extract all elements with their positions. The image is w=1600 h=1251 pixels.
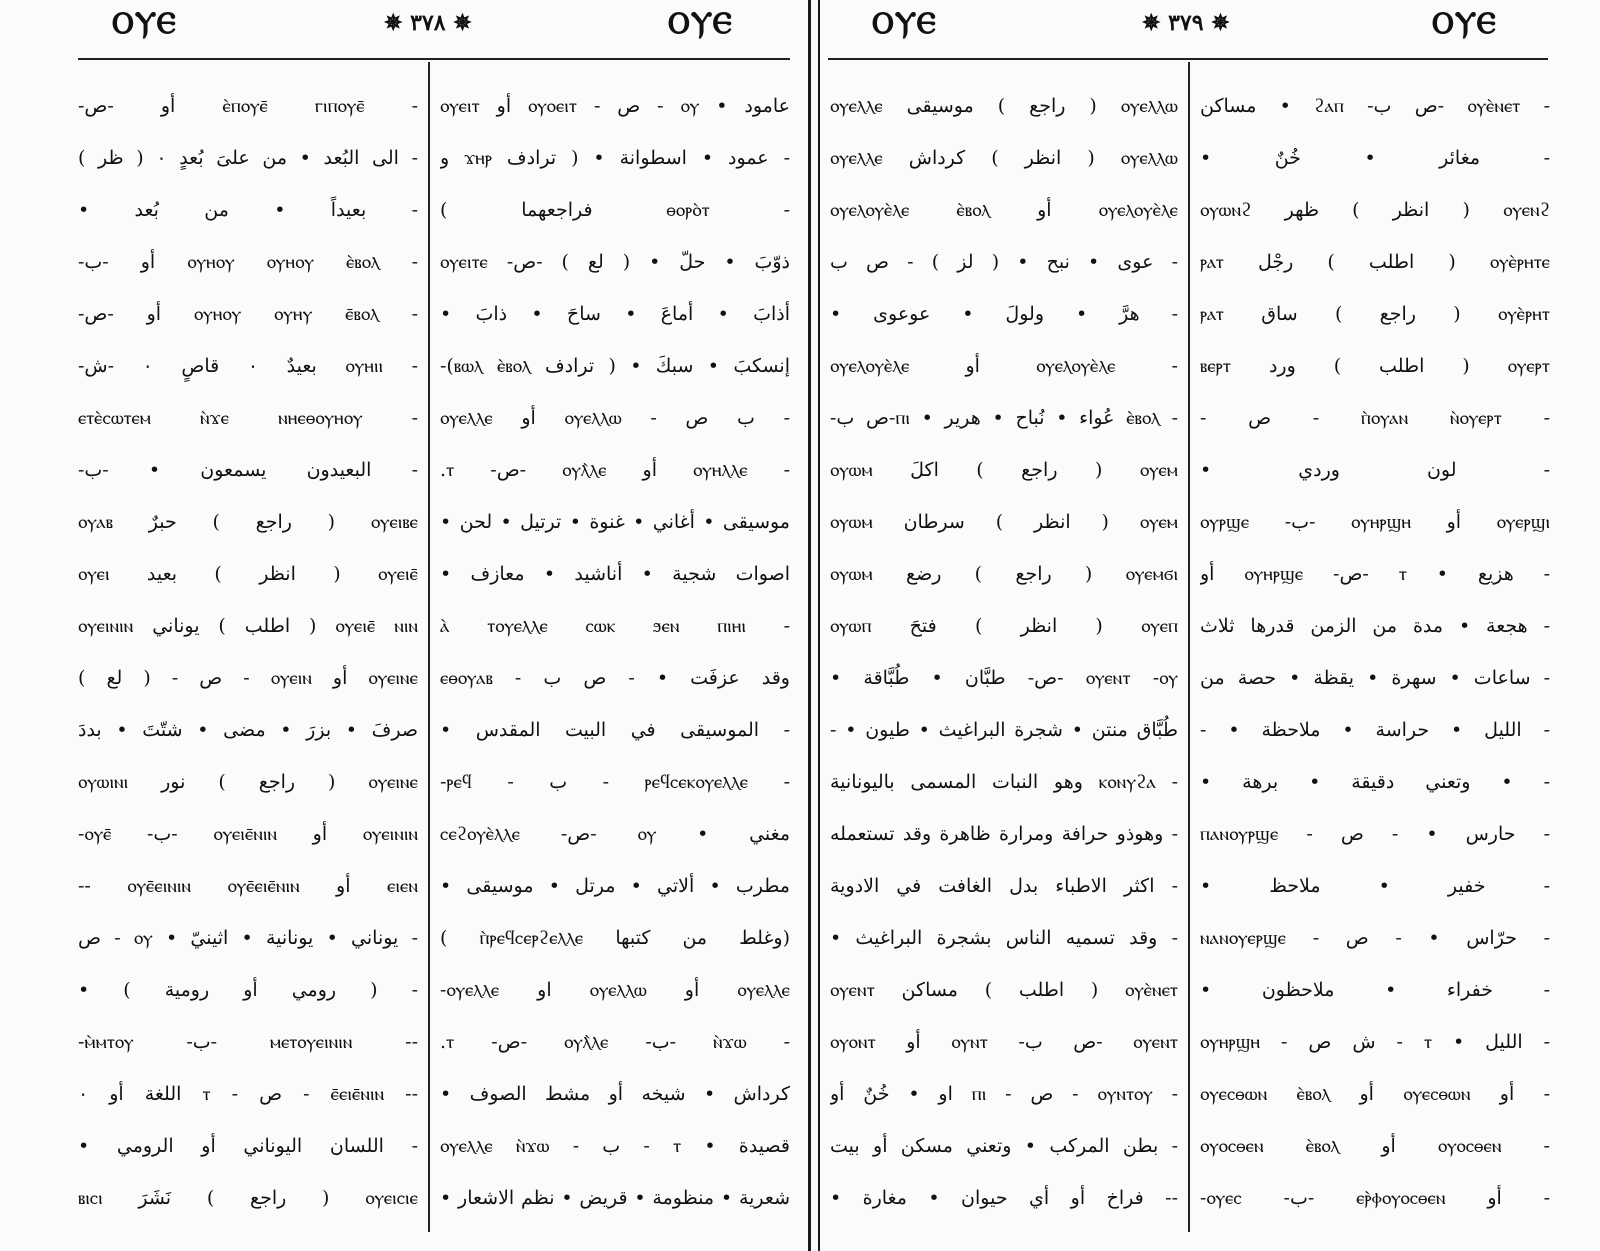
entry-text: - أو ⲟⲩⲉⲥⲑⲱⲛ أو ⲟⲩⲉⲥⲑⲱⲛ ⲉ̀ⲃⲟⲗ bbox=[1200, 1083, 1550, 1105]
dictionary-entry-line bbox=[1200, 860, 1550, 912]
header-rule bbox=[78, 58, 790, 60]
dictionary-entry-line bbox=[830, 132, 1178, 184]
entry-text: - عمود • اسطوانة • ( ترادف ϫⲏⲣ و bbox=[440, 146, 790, 169]
dictionary-entry-line bbox=[1200, 236, 1550, 288]
entry-text: أذابَ • أماعَ • ساحَ • ذابَ • bbox=[440, 303, 790, 325]
dictionary-entry-line bbox=[830, 912, 1178, 964]
entry-text: - ( رومي أو رومية ) • bbox=[78, 979, 418, 1001]
dictionary-entry-line bbox=[1200, 912, 1550, 964]
dictionary-entry-line bbox=[1200, 756, 1550, 808]
entry-text: - مغائر • خُنٌ • bbox=[1200, 147, 1550, 169]
entry-text: ⲟⲩⲉⲛⲧ -ⲟⲩ -ص- طبَّان • طُبَّاقة • bbox=[830, 667, 1178, 689]
entry-text: - • وتعني دقيقة • برهة • bbox=[1200, 771, 1550, 793]
entry-text: موسيقى • أغاني • غنوة • ترتيل • لحن • bbox=[440, 511, 790, 533]
entry-text: ⲉⲓⲉⲛ أو ⲟⲩⲉ̄ⲉⲓⲛⲓⲛ ⲟⲩⲉ̄ⲉⲓⲉ̄ⲛⲓⲛ -- bbox=[78, 875, 418, 897]
book-spine-divider bbox=[808, 0, 811, 1251]
entry-text: ⲟⲩⲉⲓⲛⲉ أو ⲟⲩⲉⲓⲛ - ص - ( لع ) bbox=[78, 667, 418, 689]
entry-text: ⲟⲩⲉⲣϣⲓ أو ⲟⲩⲏⲣϣⲏ -ب- ⲟⲩⲣϣⲉ bbox=[1200, 510, 1550, 533]
entry-text: - الموسيقى في البيت المقدس • bbox=[440, 719, 790, 741]
entry-text: ⲟⲩⲉⲙ ( انظر ) سرطان ⲟⲩⲱⲙ bbox=[830, 511, 1178, 533]
entry-text: ⲟⲩⲉ̀ⲣⲏⲧⲉ ( اطلب ) رجْل ⲣⲁⲧ bbox=[1200, 251, 1550, 273]
dictionary-entry-line bbox=[830, 444, 1178, 496]
dictionary-entry-line bbox=[830, 652, 1178, 704]
dictionary-entry-line bbox=[1200, 1172, 1550, 1224]
dictionary-entry-line bbox=[440, 80, 790, 132]
dictionary-entry-line bbox=[440, 340, 790, 392]
dictionary-entry-line bbox=[440, 964, 790, 1016]
entry-text: - هزيع • ⲧ -ص- ⲟⲩⲏⲣϣⲉ أو bbox=[1200, 562, 1550, 585]
right-page-header-left: ⲞⲨⲈ bbox=[872, 6, 937, 41]
book-spine-divider bbox=[818, 0, 820, 1251]
dictionary-entry-line bbox=[78, 1172, 418, 1224]
dictionary-entry-line bbox=[1200, 652, 1550, 704]
dictionary-entry-line bbox=[830, 340, 1178, 392]
entry-text: ⲟⲩⲉ̀ⲣⲏⲧ ( راجع ) ساق ⲣⲁⲧ bbox=[1200, 303, 1550, 325]
dictionary-entry-line bbox=[1200, 184, 1550, 236]
header-rule bbox=[828, 58, 1548, 60]
dictionary-entry-line bbox=[78, 1016, 418, 1068]
left-page-number-text: ٣٧٨ bbox=[410, 10, 446, 36]
dictionary-entry-line bbox=[1200, 1120, 1550, 1172]
entry-text: - بطن المركب • وتعني مسكن أو بيت bbox=[830, 1135, 1178, 1157]
entry-text: - الى البُعد • من علىَ بُعدٍ ٠ ( ظر ) bbox=[78, 147, 418, 169]
dictionary-entry-line bbox=[78, 808, 418, 860]
dictionary-entry-line bbox=[1200, 392, 1550, 444]
entry-text: ذوّبَ • حلّ • ( لع ) -ص- ⲟⲩⲉⲓⲧⲉ bbox=[440, 251, 790, 273]
dictionary-entry-line bbox=[78, 1068, 418, 1120]
dictionary-entry-line bbox=[1200, 496, 1550, 548]
entry-text: - الليل • ⲧ - ش ص - ⲟⲩⲏⲣϣⲏ bbox=[1200, 1030, 1550, 1053]
dictionary-entry-line bbox=[78, 652, 418, 704]
dictionary-entry-line bbox=[440, 600, 790, 652]
dictionary-entry-line bbox=[440, 860, 790, 912]
column-divider bbox=[1188, 62, 1190, 1232]
dictionary-entry-line bbox=[830, 808, 1178, 860]
entry-text: عامود • ⲟⲩ - ص - ⲟⲩⲟⲉⲓⲧ أو ⲟⲩⲉⲓⲧ bbox=[440, 95, 790, 117]
dictionary-entry-line bbox=[440, 548, 790, 600]
dictionary-entry-line bbox=[1200, 444, 1550, 496]
ornament-star-icon: ✵ bbox=[1142, 10, 1161, 36]
entry-text: - خفير • ملاحظ • bbox=[1200, 875, 1550, 897]
entry-text: -- ⲙⲉⲧⲟⲩⲉⲓⲛⲓⲛ -ب- ⲙ̀ⲙⲧⲟⲩ- bbox=[78, 1031, 418, 1053]
entry-text: - ⲟⲩⲏⲟⲩ ⲟⲩⲏⲟⲩ ⲉ̀ⲃⲟⲗ أو -ب- bbox=[78, 251, 418, 273]
entry-text: شعرية • منظومة • قريض • نظم الاشعار • bbox=[440, 1187, 790, 1209]
ornament-star-icon: ✵ bbox=[453, 10, 472, 36]
entry-text: طُبَّاق منتن • شجرة البراغيث • طيون • - bbox=[830, 719, 1178, 741]
entry-text: ⲟⲩⲉⲛⲧ -ص ب- ⲟⲩⲛⲧ أو ⲟⲩⲟⲛⲧ bbox=[830, 1031, 1178, 1053]
entry-text: صرفَ • بزرَ • مضى • شتّتَ • بددَ bbox=[78, 719, 418, 741]
dictionary-entry-line bbox=[78, 860, 418, 912]
entry-text: - ⲟⲩⲉ̀ⲛⲉⲧ -ص ب- ϩⲁⲡ • مساكن bbox=[1200, 94, 1550, 117]
entry-text: - وقد تسميه الناس بشجرة البراغيث • bbox=[830, 927, 1178, 949]
entry-text: كرداش • شيخه أو مشط الصوف • bbox=[440, 1083, 790, 1105]
entry-text: - هجعة • مدة من الزمن قدرها ثلاث bbox=[1200, 615, 1550, 637]
dictionary-entry-line bbox=[830, 548, 1178, 600]
dictionary-entry-line bbox=[830, 1120, 1178, 1172]
dictionary-entry-line bbox=[78, 704, 418, 756]
dictionary-entry-line bbox=[830, 184, 1178, 236]
entry-text: ⲟⲩⲉⲓⲛⲉ ( راجع ) نور ⲟⲩⲱⲓⲛⲓ bbox=[78, 771, 418, 793]
entry-text: (وغلط من كتبها ⲡ̀ⲣⲉϥⲥⲉⲣϩⲉⲗⲗⲉ ) bbox=[440, 926, 790, 949]
dictionary-entry-line bbox=[830, 496, 1178, 548]
dictionary-entry-line bbox=[78, 964, 418, 1016]
dictionary-entry-line bbox=[440, 1068, 790, 1120]
dictionary-entry-line bbox=[78, 340, 418, 392]
entry-text: ⲟⲩⲉⲗⲗⲉ أو ⲟⲩⲉⲗⲗⲱ او ⲟⲩⲉⲗⲗⲉ- bbox=[440, 979, 790, 1001]
entry-text: ⲟⲩⲉⲙ ( راجع ) اكلَ ⲟⲩⲱⲙ bbox=[830, 459, 1178, 481]
entry-text: - خفراء • ملاحظون • bbox=[1200, 979, 1550, 1001]
right-page-header-right: ⲞⲨⲈ bbox=[1432, 6, 1497, 41]
dictionary-entry-line bbox=[1200, 80, 1550, 132]
dictionary-entry-line bbox=[440, 288, 790, 340]
entry-text: ⲟⲩⲉⲗⲗⲱ ( انظر ) كرداش ⲟⲩⲉⲗⲗⲉ bbox=[830, 147, 1178, 169]
entry-text: - حارس • - ص - ⲡⲁⲛⲟⲩⲣϣⲉ bbox=[1200, 822, 1550, 845]
dictionary-entry-line bbox=[78, 444, 418, 496]
dictionary-entry-line bbox=[830, 288, 1178, 340]
dictionary-entry-line bbox=[78, 496, 418, 548]
entry-text: - اكثر الاطباء بدل الغافت في الادوية bbox=[830, 875, 1178, 897]
entry-text: اصوات شجية • أناشيد • معازف • bbox=[440, 563, 790, 585]
entry-text: - أو ⲉⲣ̀ⲫⲟⲩⲟⲥⲑⲉⲛ -ب- ⲟⲩⲉⲥ- bbox=[1200, 1187, 1550, 1209]
entry-text: إنسكبَ • سبكَ • ( ترادف ⲃⲱⲗ ⲉ̀ⲃⲟⲗ)- bbox=[440, 355, 790, 377]
entry-text: - ⲉ̀ⲡⲟⲩⲉ̄ ⲅⲓⲡⲟⲩⲉ̄ أو -ص- bbox=[78, 95, 418, 117]
dictionary-entry-line bbox=[830, 860, 1178, 912]
dictionary-entry-line bbox=[440, 756, 790, 808]
entry-text: - ⲕⲟⲛⲩϩⲁ وهو النبات المسمى باليونانية bbox=[830, 770, 1178, 793]
ornament-star-icon: ✵ bbox=[1211, 10, 1230, 36]
dictionary-entry-line bbox=[78, 392, 418, 444]
entry-text: - ⲟⲩⲉⲗⲟⲩⲉ̀ⲗⲉ أو ⲟⲩⲉⲗⲟⲩⲉ̀ⲗⲉ bbox=[830, 355, 1178, 377]
entry-text: - ⲟⲩⲟⲥⲑⲉⲛ أو ⲟⲩⲟⲥⲑⲉⲛ ⲉ̀ⲃⲟⲗ bbox=[1200, 1135, 1550, 1157]
dictionary-entry-line bbox=[440, 496, 790, 548]
entry-text: - ساعات • سهرة • يقظة • حصة من bbox=[1200, 667, 1550, 689]
entry-text: ⲟⲩⲉⲗⲗⲱ ( راجع ) موسيقى ⲟⲩⲉⲗⲗⲉ bbox=[830, 95, 1178, 117]
entry-text: - ⲉⲧⲉ̀ⲥⲱⲧⲉⲙ ⲛ̀ϫⲉ ⲛⲏⲉⲑⲟⲩⲏⲟⲩ bbox=[78, 406, 418, 429]
entry-text: - الليل • حراسة • ملاحظة • - bbox=[1200, 719, 1550, 741]
entry-text: ⲟⲩⲉ̀ⲛⲉⲧ ( اطلب ) مساكن ⲟⲩⲉⲛⲧ bbox=[830, 979, 1178, 1001]
dictionary-entry-line bbox=[1200, 1016, 1550, 1068]
dictionary-entry-line bbox=[830, 80, 1178, 132]
entry-text: قصيدة • ⲧ - ب - ⲟⲩⲉⲗⲗⲉ ⲛ̀ϫⲱ bbox=[440, 1134, 790, 1157]
dictionary-entry-line bbox=[830, 600, 1178, 652]
entry-text: - ⲉ̀ⲃⲟⲗ عُواء • نُباح • هرير • ⲡⲓ-ص ب- bbox=[830, 407, 1178, 429]
entry-text: ⲟⲩⲉⲓⲉ̄ ⲛⲓⲛ ( اطلب ) يوناني ⲟⲩⲉⲓⲛⲓⲛ bbox=[78, 615, 418, 637]
entry-text: - وهوذو حرافة ومرارة ظاهرة وقد تستعمله bbox=[830, 823, 1178, 845]
entry-text: - لون وردي • bbox=[1200, 459, 1550, 481]
dictionary-entry-line bbox=[78, 1120, 418, 1172]
dictionary-entry-line bbox=[440, 1172, 790, 1224]
dictionary-entry-line bbox=[1200, 704, 1550, 756]
entry-text: - ⲛ̀ϫⲱ -ب- ⲟⲩⲗ̀ⲗⲉ -ص- ⲧ. bbox=[440, 1030, 790, 1053]
entry-text: - ⲑⲟⲣⲟ̀ⲧ فراجعهما ) bbox=[440, 199, 790, 221]
entry-text: ⲟⲩⲉⲡ ( انظر ) فتحَ ⲟⲩⲱⲡ bbox=[830, 615, 1178, 637]
entry-text: ⲟⲩⲉⲣⲧ ( اطلب ) ورد ⲃⲉⲣⲧ bbox=[1200, 355, 1550, 377]
dictionary-entry-line bbox=[1200, 964, 1550, 1016]
left-page-header-left: ⲞⲨⲈ bbox=[112, 6, 177, 41]
entry-text: ⲟⲩⲉⲙϭⲓ ( راجع ) رضع ⲟⲩⲱⲙ bbox=[830, 562, 1178, 585]
entry-text: ⲟⲩⲉⲓⲃⲉ ( راجع ) حبرٌ ⲟⲩⲁⲃ bbox=[78, 511, 418, 533]
dictionary-entry-line bbox=[1200, 600, 1550, 652]
dictionary-entry-line bbox=[830, 392, 1178, 444]
entry-text: ⲟⲩⲉⲗⲟⲩⲉ̀ⲗⲉ أو ⲟⲩⲉⲗⲟⲩⲉ̀ⲗⲉ ⲉ̀ⲃⲟⲗ bbox=[830, 199, 1178, 221]
dictionary-entry-line bbox=[78, 756, 418, 808]
dictionary-entry-line bbox=[830, 1016, 1178, 1068]
dictionary-entry-line bbox=[1200, 288, 1550, 340]
dictionary-entry-line bbox=[440, 444, 790, 496]
dictionary-entry-line bbox=[78, 236, 418, 288]
entry-text: ⲟⲩⲉⲓⲉ̄ ( انظر ) بعيد ⲟⲩⲉⲓ bbox=[78, 563, 418, 585]
entry-text: - يوناني • يونانية • اثينيّ • ⲟⲩ - ص bbox=[78, 927, 418, 949]
dictionary-entry-line bbox=[1200, 548, 1550, 600]
dictionary-entry-line bbox=[440, 912, 790, 964]
left-page-header-right: ⲞⲨⲈ bbox=[668, 6, 733, 41]
dictionary-entry-line bbox=[440, 184, 790, 236]
dictionary-entry-line bbox=[830, 964, 1178, 1016]
dictionary-entry-line bbox=[78, 600, 418, 652]
dictionary-entry-line bbox=[830, 236, 1178, 288]
dictionary-entry-line bbox=[440, 808, 790, 860]
entry-text: - ⲟⲩⲏⲗⲗⲉ أو ⲟⲩⲗ̀ⲗⲉ -ص- ⲧ. bbox=[440, 459, 790, 481]
entry-text: -- ⲉ̄ⲉⲓⲉ̄ⲛⲓⲛ - ص - ⲧ اللغة أو ٠ bbox=[78, 1083, 418, 1105]
dictionary-entry-line bbox=[440, 1120, 790, 1172]
entry-text: ⲟⲩⲉⲛϩ ( انظر ) ظهر ⲟⲩⲱⲛϩ bbox=[1200, 198, 1550, 221]
entry-text: - ⲡ̀ⲟⲩⲁⲛ ⲛ̀ⲟⲩⲉⲣⲧ - ص - bbox=[1200, 407, 1550, 429]
dictionary-entry-line bbox=[78, 184, 418, 236]
dictionary-entry-line bbox=[1200, 1068, 1550, 1120]
entry-text: - ⲟⲩⲛⲧⲟⲩ - ص - ⲡⲓ او • خُنٌ أو bbox=[830, 1083, 1178, 1105]
right-page-number bbox=[1142, 10, 1230, 36]
dictionary-entry-line bbox=[78, 912, 418, 964]
ornament-star-icon: ✵ bbox=[384, 10, 403, 36]
dictionary-entry-line bbox=[78, 80, 418, 132]
entry-text: - ⲣⲉϥⲥⲉⲕⲟⲩⲉⲗⲗⲉ - ب - ⲣⲉϥ- bbox=[440, 770, 790, 793]
column-divider bbox=[428, 62, 430, 1232]
dictionary-entry-line bbox=[440, 652, 790, 704]
dictionary-entry-line bbox=[1200, 808, 1550, 860]
dictionary-entry-line bbox=[440, 1016, 790, 1068]
dictionary-entry-line bbox=[440, 704, 790, 756]
dictionary-entry-line bbox=[78, 132, 418, 184]
entry-text: مطرب • ألاتي • مرتل • موسيقى • bbox=[440, 875, 790, 897]
right-page bbox=[824, 0, 1600, 1251]
dictionary-entry-line bbox=[78, 288, 418, 340]
entry-text: - البعيدون يسمعون • -ب- bbox=[78, 459, 418, 481]
entry-text: -- فراخ أو أي حيوان • مغارة • bbox=[830, 1187, 1178, 1209]
dictionary-entry-line bbox=[830, 704, 1178, 756]
dictionary-entry-line bbox=[830, 1172, 1178, 1224]
dictionary-entry-line bbox=[1200, 340, 1550, 392]
entry-text: - اللسان اليوناني أو الرومي • bbox=[78, 1135, 418, 1157]
entry-text: - بعيداً • من بُعد • bbox=[78, 199, 418, 221]
dictionary-entry-line bbox=[440, 236, 790, 288]
left-page-number bbox=[384, 10, 472, 36]
dictionary-entry-line bbox=[78, 548, 418, 600]
dictionary-entry-line bbox=[1200, 132, 1550, 184]
entry-text: ⲟⲩⲉⲓⲛⲓⲛ أو ⲟⲩⲉⲓⲉ̄ⲛⲓⲛ -ب- ⲟⲩⲉ̄- bbox=[78, 823, 418, 845]
entry-text: - ⲁ̀ ⲧⲟⲩⲉⲗⲗⲉ ⲥⲱⲕ ϧⲉⲛ ⲡⲓⲏⲓ bbox=[440, 614, 790, 637]
dictionary-entry-line bbox=[830, 1068, 1178, 1120]
entry-text: - هرَّ • ولولَ • عوعوى • bbox=[830, 303, 1178, 325]
dictionary-entry-line bbox=[830, 756, 1178, 808]
entry-text: مغني • ⲟⲩ -ص- ⲥⲉϩⲟⲩⲉ̀ⲗⲗⲉ bbox=[440, 822, 790, 845]
right-page-number-text: ٣٧٩ bbox=[1168, 10, 1204, 36]
entry-text: ⲟⲩⲉⲓⲥⲓⲉ ( راجع ) نَشَرَ ⲃⲓⲥⲓ bbox=[78, 1187, 418, 1209]
entry-text: - حرّاس • - ص - ⲛⲁⲛⲟⲩⲉⲣϣⲉ bbox=[1200, 926, 1550, 949]
dictionary-entry-line bbox=[440, 132, 790, 184]
dictionary-entry-line bbox=[440, 392, 790, 444]
entry-text: - عوى • نبح • ( لز ) - ص ب bbox=[830, 251, 1178, 273]
entry-text: - ب ص - ⲟⲩⲉⲗⲗⲱ أو ⲟⲩⲉⲗⲗⲉ bbox=[440, 407, 790, 429]
entry-text: وقد عزفَت • - ص ب - ⲉⲑⲟⲩⲁⲃ bbox=[440, 667, 790, 689]
entry-text: - ⲟⲩⲏⲟⲩ ⲟⲩⲏⲩ ⲉ̄ⲃⲟⲗ أو -ص- bbox=[78, 303, 418, 325]
entry-text: - ⲟⲩⲏⲓⲓ بعيدٌ ٠ قاصٍ ٠ -ش- bbox=[78, 355, 418, 377]
